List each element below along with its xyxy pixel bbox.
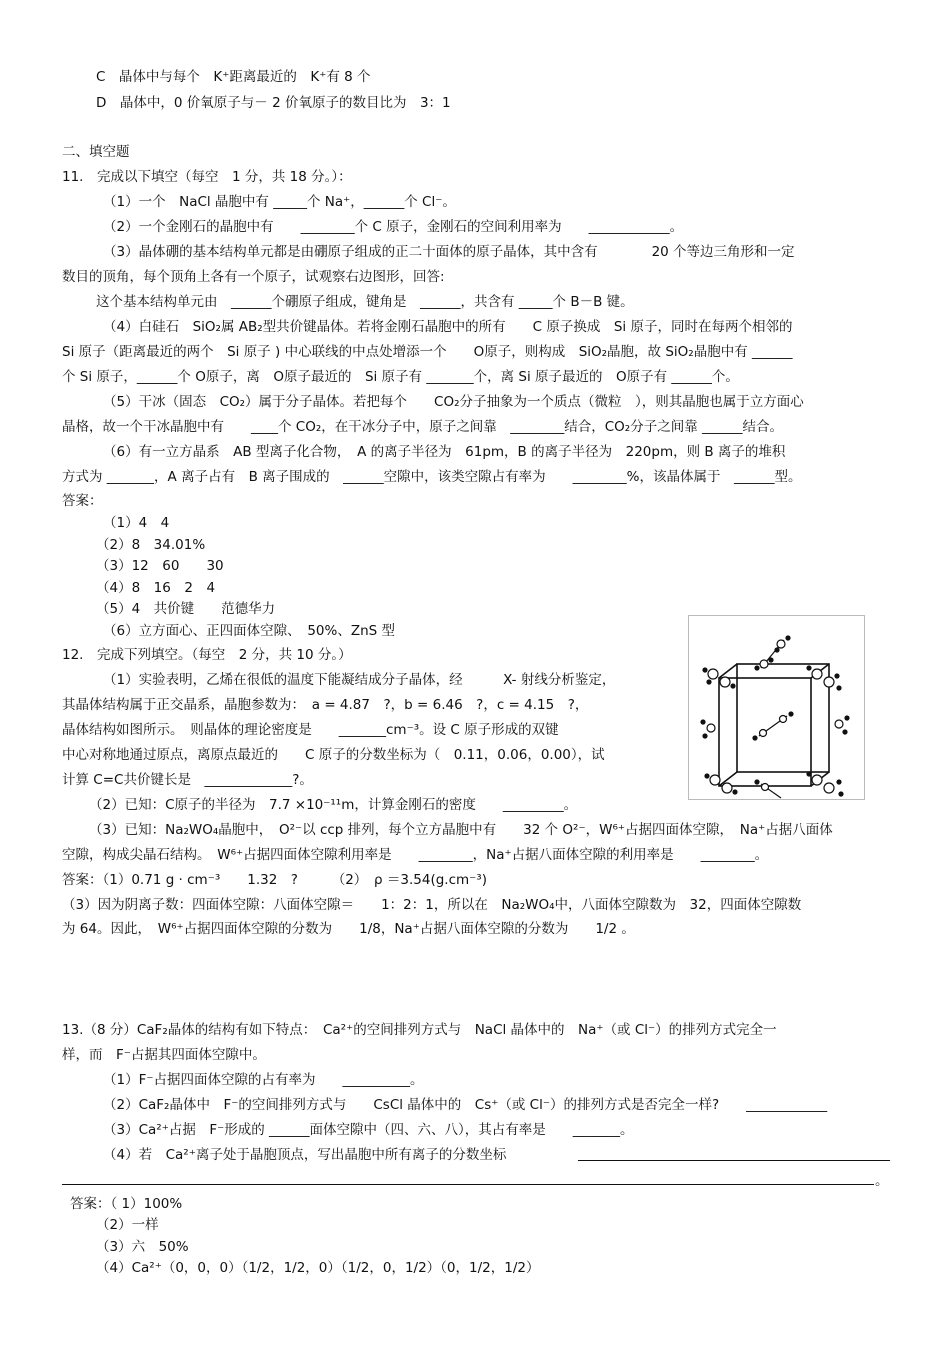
text-line: 计算 C=C共价键长是 _____________?。 [62, 772, 313, 788]
text-line: （2）CaF₂晶体中 F⁻的空间排列方式与 CsCl 晶体中的 Cs⁺（或 Cl⁻）的排列方式是否完全一样? ____________ [103, 1097, 828, 1113]
text-line: 中心对称地通过原点，离原点最近的 C 原子的分数坐标为（ 0.11，0.06，0.00），试 [62, 747, 605, 763]
text-line: （2）一个金刚石的晶胞中有 ________个 C 原子，金刚石的空间利用率为 ____________。 [103, 219, 684, 235]
text-line: （2）8 34.01% [96, 537, 206, 553]
text-line: 个 Si 原子，______个 O原子，离 O原子最近的 Si 原子有 _______个，离 Si 原子最近的 O原子有 ______个。 [62, 369, 739, 385]
text-line: 答案： [62, 493, 103, 509]
text-line: （3）12 60 30 [96, 558, 224, 574]
text-line: （4）8 16 2 4 [96, 580, 216, 596]
crystal-structure-diagram [689, 616, 864, 799]
text-line: （1）一个 NaCl 晶胞中有 _____个 Na⁺，______个 Cl⁻。 [103, 194, 456, 210]
text-line: 13.（8 分）CaF₂晶体的结构有如下特点： Ca²⁺的空间排列方式与 NaCl 晶体中的 Na⁺（或 Cl⁻）的排列方式完全一 [62, 1022, 777, 1038]
text-line: （1）F⁻占据四面体空隙的占有率为 __________。 [103, 1072, 424, 1088]
text-line: （4）Ca²⁺（0，0，0）（1/2，1/2，0）（1/2，0，1/2）（0，1/2，1/2） [96, 1260, 540, 1276]
text-line: 答案：（1）0.71 g · cm⁻³ 1.32 ? （2） ρ ＝3.54(g.cm⁻³) [62, 872, 487, 888]
text-line: 其晶体结构属于正交晶系，晶胞参数为： a = 4.87 ?，b = 6.46 ?，c = 4.15 ?， [62, 697, 589, 713]
text-line: （1）4 4 [103, 515, 170, 531]
text-line: （2）已知：C原子的半径为 7.7 ×10⁻¹¹m，计算金刚石的密度 _________。 [89, 797, 578, 813]
text-line: （5）4 共价键 范德华力 [96, 601, 276, 617]
text-line: 答案：（ 1）100% [70, 1196, 183, 1212]
text-line: 为 64。因此， W⁶⁺占据四面体空隙的分数为 1/8，Na⁺占据八面体空隙的分数为 1/2 。 [62, 921, 635, 937]
text-line: （3）已知：Na₂WO₄晶胞中， O²⁻以 ccp 排列，每个立方晶胞中有 32 个 O²⁻，W⁶⁺占据四面体空隙， Na⁺占据八面体 [89, 822, 833, 838]
text-line: （4）白硅石 SiO₂属 AB₂型共价键晶体。若将金刚石晶胞中的所有 C 原子换成 Si 原子，同时在每两个相邻的 [103, 319, 793, 335]
text-line: （3）Ca²⁺占据 F⁻形成的 ______面体空隙中（四、六、八），其占有率是 _______。 [103, 1122, 634, 1138]
text-line: 11. 完成以下填空（每空 1 分，共 18 分。）： [62, 169, 352, 185]
text-line: （3）晶体硼的基本结构单元都是由硼原子组成的正二十面体的原子晶体，其中含有 20 个等边三角形和一定 [103, 244, 795, 260]
text-line: 。 [875, 1173, 889, 1189]
text-line: （4）若 Ca²⁺离子处于晶胞顶点，写出晶胞中所有离子的分数坐标 [103, 1147, 507, 1163]
text-line: 样，而 F⁻占据其四面体空隙中。 [62, 1047, 266, 1063]
answer-line-2 [62, 1184, 874, 1185]
text-line: （3）六 50% [96, 1239, 189, 1255]
text-line: （1）实验表明，乙烯在很低的温度下能凝结成分子晶体，经 X- 射线分析鉴定， [103, 672, 616, 688]
ethylene-crystal-figure [688, 615, 865, 800]
text-line: 晶体结构如图所示。 则晶体的理论密度是 _______cm⁻³。设 C 原子形成的双键 [62, 722, 559, 738]
text-line: 空隙，构成尖晶石结构。 W⁶⁺占据四面体空隙利用率是 ________，Na⁺占据八面体空隙的利用率是 ________。 [62, 847, 769, 863]
text-line: D 晶体中，0 价氧原子与－ 2 价氧原子的数目比为 3：1 [96, 95, 451, 111]
text-line: （6）立方面心、正四面体空隙、 50%、ZnS 型 [103, 623, 396, 639]
text-line: C 晶体中与每个 K⁺距离最近的 K⁺有 8 个 [96, 69, 371, 85]
text-line: Si 原子（距离最近的两个 Si 原子 ) 中心联线的中点处增添一个 O原子，则构成 SiO₂晶胞，故 SiO₂晶胞中有 ______ [62, 344, 793, 360]
answer-line-1 [578, 1160, 890, 1161]
text-line: （3）因为阴离子数：四面体空隙：八面体空隙＝ 1：2：1，所以在 Na₂WO₄中，八面体空隙数为 32，四面体空隙数 [62, 897, 802, 913]
text-line: 二、填空题 [62, 144, 130, 160]
text-line: 晶格，故一个干冰晶胞中有 ____个 CO₂，在干冰分子中，原子之间靠 ________结合，CO₂分子之间靠 ______结合。 [62, 419, 784, 435]
text-line: 方式为 _______，A 离子占有 B 离子围成的 ______空隙中，该类空隙占有率为 ________%，该晶体属于 ______型。 [62, 469, 802, 485]
text-line: （6）有一立方晶系 AB 型离子化合物， A 的离子半径为 61pm，B 的离子半径为 220pm，则 B 离子的堆积 [103, 444, 786, 460]
text-line: （2）一样 [96, 1217, 159, 1233]
text-line: 12. 完成下列填空。（每空 2 分，共 10 分。） [62, 647, 352, 663]
text-line: 这个基本结构单元由 ______个硼原子组成，键角是 ______，共含有 _____个 B－B 键。 [96, 294, 634, 310]
text-line: 数目的顶角，每个顶角上各有一个原子，试观察右边图形，回答: [62, 269, 445, 285]
text-line: （5）干冰（固态 CO₂）属于分子晶体。若把每个 CO₂分子抽象为一个质点（微粒 ），则其晶胞也属于立方面心 [103, 394, 804, 410]
